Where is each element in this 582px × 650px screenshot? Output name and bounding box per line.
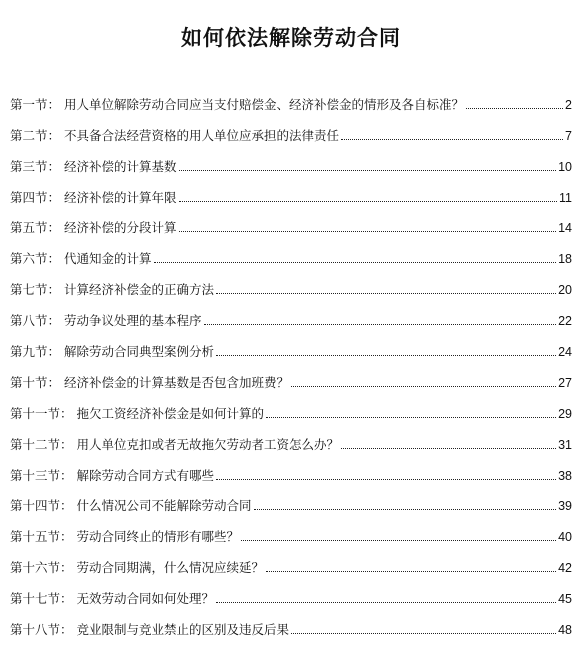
toc-section-number: 第十六节： [10,560,73,576]
toc-section-number: 第三节： [10,158,61,174]
toc-section-title: 劳动合同终止的情形有哪些？ [76,529,240,545]
toc-dot-leader [291,386,556,387]
toc-page-number: 39 [558,499,572,514]
toc-entry[interactable] [10,236,572,267]
toc-page-number: 45 [558,592,572,607]
toc-section-title: 经济补偿的计算年限 [64,189,177,205]
toc-dot-leader [266,417,556,418]
toc-dot-leader [291,633,556,634]
toc-section-title: 什么情况公司不能解除劳动合同 [76,498,252,514]
toc-dot-leader [341,448,556,449]
document-title: 如何依法解除劳动合同 [181,26,401,50]
toc-page-number: 48 [558,623,572,638]
toc-entry[interactable] [10,514,572,545]
toc-dot-leader [179,201,557,202]
toc-section-title: 经济补偿金的计算基数是否包含加班费？ [64,374,290,390]
toc-section-number: 第四节： [10,189,61,205]
toc-dot-leader [216,479,556,480]
toc-page-number: 22 [558,314,572,329]
toc-entry[interactable] [10,175,572,206]
toc-section-number: 第十三节： [10,467,73,483]
toc-dot-leader [216,293,556,294]
toc-page-number: 11 [559,190,572,205]
toc-entry[interactable] [10,267,572,298]
toc-entry[interactable] [10,82,572,113]
toc-section-title: 经济补偿的计算基数 [64,158,177,174]
toc-entry[interactable] [10,206,572,237]
toc-section-number: 第十七节： [10,591,73,607]
toc-section-number: 第十五节： [10,529,73,545]
toc-section-title: 无效劳动合同如何处理？ [76,591,215,607]
toc-section-title: 解除劳动合同典型案例分析 [64,344,215,360]
toc-section-title: 不具备合法经营资格的用人单位应承担的法律责任 [64,127,340,143]
toc-entry[interactable] [10,144,572,175]
toc-entry[interactable] [10,113,572,144]
toc-page-number: 18 [558,252,572,267]
toc-section-title: 用人单位克扣或者无故拖欠劳动者工资怎么办？ [76,436,340,452]
toc-page-number: 27 [558,375,572,390]
toc-page-number: 24 [558,345,572,360]
toc-section-number: 第九节： [10,344,61,360]
table-of-contents [10,82,572,638]
toc-section-number: 第十一节： [10,405,73,421]
toc-page-number: 29 [558,406,572,421]
toc-section-title: 用人单位解除劳动合同应当支付赔偿金、经济补偿金的情形及各自标准？ [64,96,465,112]
toc-entry[interactable] [10,607,572,638]
toc-section-title: 拖欠工资经济补偿金是如何计算的 [76,405,265,421]
toc-section-number: 第二节： [10,127,61,143]
toc-entry[interactable] [10,545,572,576]
toc-entry[interactable] [10,391,572,422]
toc-section-title: 劳动争议处理的基本程序 [64,313,202,329]
toc-page-number: 20 [558,283,572,298]
toc-section-title: 解除劳动合同方式有哪些 [76,467,215,483]
toc-section-number: 第六节： [10,251,61,267]
toc-page-number: 10 [558,159,572,174]
toc-entry[interactable] [10,422,572,453]
toc-dot-leader [179,231,557,232]
toc-section-number: 第八节： [10,313,61,329]
toc-entry[interactable] [10,453,572,484]
toc-section-number: 第七节： [10,282,61,298]
toc-dot-leader [254,509,557,510]
toc-entry[interactable] [10,298,572,329]
toc-section-number: 第五节： [10,220,61,236]
toc-entry[interactable] [10,576,572,607]
toc-entry[interactable] [10,329,572,360]
toc-section-number: 第十节： [10,374,61,390]
toc-dot-leader [341,139,563,140]
toc-page-number: 38 [558,468,572,483]
toc-dot-leader [216,355,556,356]
toc-entry[interactable] [10,484,572,515]
toc-dot-leader [266,571,556,572]
toc-section-title: 计算经济补偿金的正确方法 [64,282,215,298]
toc-dot-leader [216,602,556,603]
toc-page-number: 14 [558,221,572,236]
toc-page-number: 31 [558,437,572,452]
toc-section-number: 第十八节： [10,622,73,638]
toc-section-title: 经济补偿的分段计算 [64,220,177,236]
toc-page-number: 42 [558,561,572,576]
toc-dot-leader [204,324,557,325]
toc-section-title: 代通知金的计算 [64,251,152,267]
toc-section-title: 竞业限制与竞业禁止的区别及违反后果 [76,622,290,638]
toc-page-number: 7 [565,128,572,143]
toc-page-number: 40 [558,530,572,545]
toc-section-number: 第一节： [10,96,61,112]
toc-dot-leader [179,170,557,171]
toc-dot-leader [241,540,556,541]
toc-section-title: 劳动合同期满，什么情况应续延？ [76,560,265,576]
toc-dot-leader [154,262,557,263]
toc-dot-leader [466,108,563,109]
toc-entry[interactable] [10,360,572,391]
toc-section-number: 第十二节： [10,436,73,452]
toc-page-number: 2 [565,97,572,112]
toc-section-number: 第十四节： [10,498,73,514]
